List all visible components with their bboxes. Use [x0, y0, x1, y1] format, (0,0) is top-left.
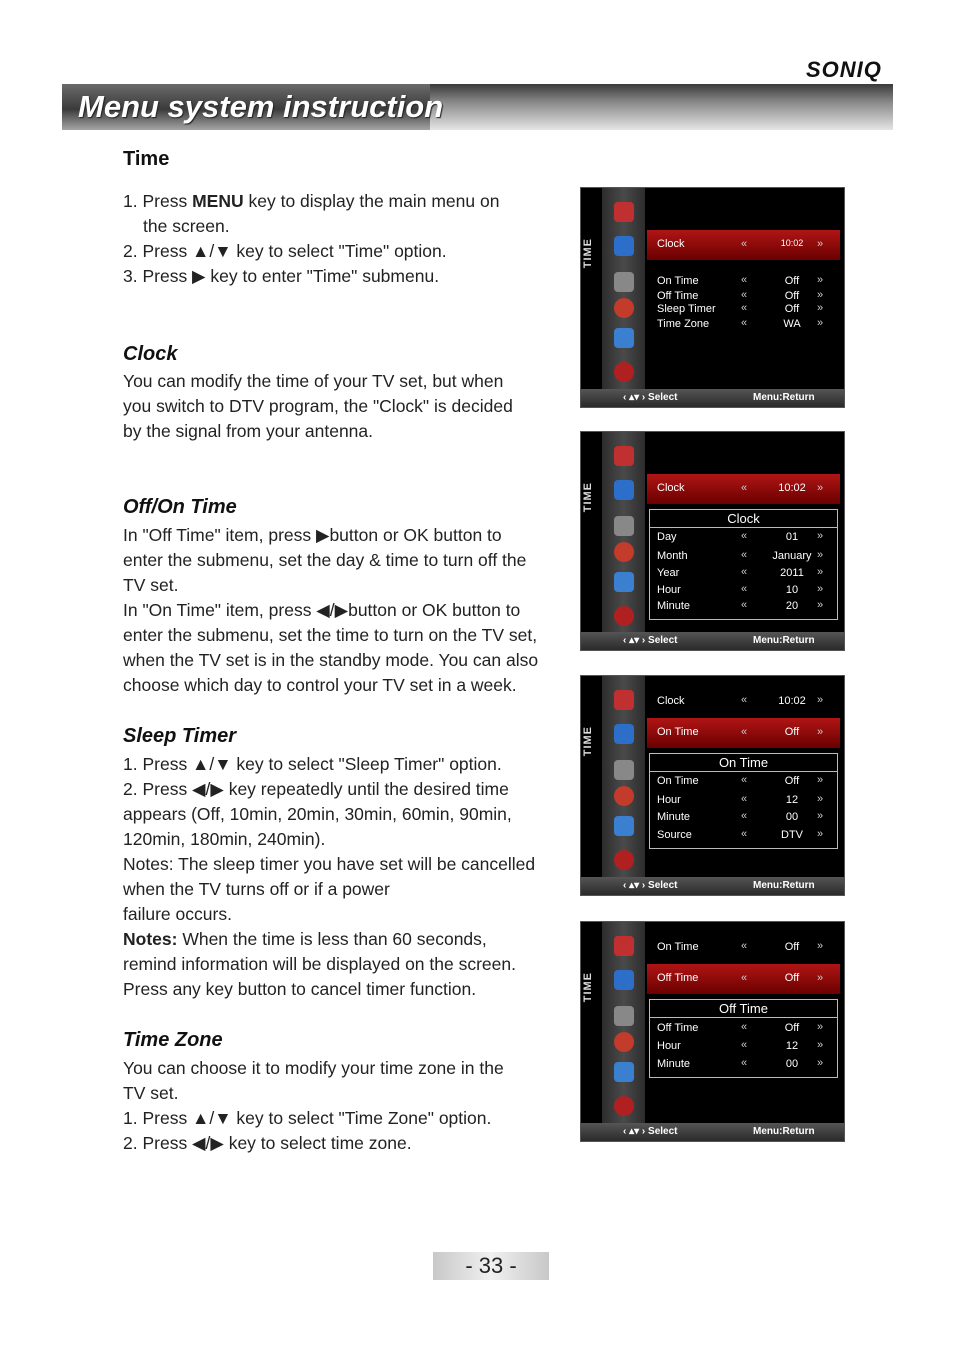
submenu-row[interactable]: Month « January »: [657, 549, 824, 562]
offon-section-body: [123, 523, 563, 698]
right-arrow-icon: »: [817, 726, 824, 738]
right-arrow-icon: »: [817, 289, 824, 301]
submenu-title: Clock: [650, 510, 837, 528]
left-arrow-icon: «: [741, 530, 748, 542]
sleep-line: 120min, 180min, 240min).: [123, 829, 326, 849]
sleep-line: remind information will be displayed on the screen.: [123, 954, 516, 974]
clock-icon: [614, 236, 634, 256]
time-line-3: 2. Press ▲/▼ key to select "Time" option.: [123, 241, 447, 261]
clock-line: by the signal from your antenna.: [123, 421, 374, 441]
left-arrow-icon: «: [741, 810, 748, 822]
submenu-row[interactable]: Day « 01 »: [657, 530, 824, 543]
screen-footer: [581, 389, 844, 407]
record-icon: [614, 850, 634, 870]
clock-icon: [614, 480, 634, 500]
page-number: - 33 -: [433, 1252, 549, 1280]
right-arrow-icon: »: [817, 566, 824, 578]
time-line-4: 3. Press ▶ key to enter "Time" submenu.: [123, 266, 440, 286]
left-arrow-icon: «: [741, 583, 748, 595]
off-time-row[interactable]: Off Time « Off »: [647, 964, 840, 994]
time-line-1: 1. Press MENU key to display the main menu on: [123, 191, 500, 211]
sleep-section-title: Sleep Timer: [123, 725, 237, 747]
left-arrow-icon: «: [741, 317, 748, 329]
right-arrow-icon: »: [817, 238, 824, 250]
time-side-label: TIME: [582, 238, 594, 269]
menu-row[interactable]: Off Time « Off »: [657, 289, 824, 302]
nav-arrows-icon: ‹ ▴▾ ›: [623, 635, 649, 646]
left-arrow-icon: «: [741, 482, 748, 494]
left-arrow-icon: «: [741, 1039, 748, 1051]
right-arrow-icon: »: [817, 1039, 824, 1051]
sleep-line: Notes: The sleep timer you have set will be cancelled: [123, 854, 536, 874]
picture-icon: [614, 202, 634, 222]
nav-arrows-icon: ‹ ▴▾ ›: [623, 392, 649, 403]
screen-footer: [581, 632, 844, 650]
menu-icon-column: [602, 922, 645, 1123]
time-section-title: Time: [123, 148, 170, 170]
offon-line: TV set.: [123, 575, 179, 595]
submenu-title: Off Time: [650, 1000, 837, 1018]
right-arrow-icon: »: [817, 793, 824, 805]
clock-row[interactable]: Clock « 10:02 »: [647, 474, 840, 504]
offon-line: In "On Time" item, press ◀/▶button or OK button to: [123, 600, 521, 620]
footer-return: Menu:Return: [753, 1126, 815, 1137]
right-arrow-icon: »: [817, 1021, 824, 1033]
submenu-row[interactable]: Minute « 20 »: [657, 599, 824, 612]
right-arrow-icon: »: [817, 828, 824, 840]
offon-line: choose which day to control your TV set in a week.: [123, 675, 517, 695]
left-arrow-icon: «: [741, 302, 748, 314]
record-icon: [614, 362, 634, 382]
offon-section-title: Off/On Time: [123, 496, 237, 518]
left-arrow-icon: «: [741, 828, 748, 840]
right-arrow-icon: »: [817, 302, 824, 314]
search-icon: [614, 542, 634, 562]
left-arrow-icon: «: [741, 289, 748, 301]
time-section-body: [123, 189, 563, 289]
zone-line: You can choose it to modify your time zone in the: [123, 1058, 504, 1078]
left-arrow-icon: «: [741, 694, 748, 706]
time-line-2: the screen.: [143, 216, 230, 236]
sleep-notes-line: Notes: When the time is less than 60 seconds,: [123, 929, 487, 949]
submenu-row[interactable]: On Time « Off »: [657, 774, 824, 787]
right-arrow-icon: »: [817, 599, 824, 611]
clock-icon: [614, 970, 634, 990]
left-arrow-icon: «: [741, 1021, 748, 1033]
sleep-line: when the TV turns off or if a power: [123, 879, 390, 899]
tv-menu-screen-4: [580, 921, 845, 1142]
submenu-row[interactable]: Year « 2011 »: [657, 566, 824, 579]
search-icon: [614, 786, 634, 806]
screen-icon: [614, 572, 634, 592]
search-icon: [614, 1032, 634, 1052]
zone-section-body: [123, 1056, 563, 1156]
tv-menu-screen-1: [580, 187, 845, 408]
clock-line: You can modify the time of your TV set, but when: [123, 371, 504, 391]
menu-row[interactable]: On Time « Off »: [657, 274, 824, 287]
zone-line: 1. Press ▲/▼ key to select "Time Zone" option.: [123, 1108, 492, 1128]
right-arrow-icon: »: [817, 774, 824, 786]
brand-logo: SONIQ: [806, 57, 882, 82]
right-arrow-icon: »: [817, 530, 824, 542]
menu-icon-column: [602, 188, 645, 389]
picture-icon: [614, 936, 634, 956]
clock-row[interactable]: Clock « 10:02 »: [657, 694, 824, 707]
footer-return: Menu:Return: [753, 635, 815, 646]
zone-section-title: Time Zone: [123, 1029, 223, 1051]
clock-row[interactable]: Clock « 10:02 »: [647, 230, 840, 260]
page-title: Menu system instruction: [78, 89, 444, 124]
time-side-label: TIME: [582, 482, 594, 513]
setup-icon: [614, 516, 634, 536]
clock-section-body: [123, 369, 563, 444]
menu-icon-column: [602, 676, 645, 877]
tv-menu-screen-2: [580, 431, 845, 651]
picture-icon: [614, 446, 634, 466]
footer-select: ‹ ▴▾ › Select: [623, 635, 678, 646]
footer-select: ‹ ▴▾ › Select: [623, 880, 678, 891]
right-arrow-icon: »: [817, 274, 824, 286]
screen-footer: [581, 1123, 844, 1141]
setup-icon: [614, 1006, 634, 1026]
zone-line: TV set.: [123, 1083, 179, 1103]
picture-icon: [614, 690, 634, 710]
submenu-row[interactable]: Off Time « Off »: [657, 1021, 824, 1034]
left-arrow-icon: «: [741, 566, 748, 578]
right-arrow-icon: »: [817, 317, 824, 329]
right-arrow-icon: »: [817, 972, 824, 984]
sleep-line: 2. Press ◀/▶ key repeatedly until the desired time: [123, 779, 509, 799]
zone-line: 2. Press ◀/▶ key to select time zone.: [123, 1133, 412, 1153]
time-side-label: TIME: [582, 972, 594, 1003]
nav-arrows-icon: ‹ ▴▾ ›: [623, 880, 649, 891]
nav-arrows-icon: ‹ ▴▾ ›: [623, 1126, 649, 1137]
right-arrow-icon: »: [817, 1057, 824, 1069]
time-side-label: TIME: [582, 726, 594, 757]
left-arrow-icon: «: [741, 774, 748, 786]
left-arrow-icon: «: [741, 1057, 748, 1069]
right-arrow-icon: »: [817, 549, 824, 561]
setup-icon: [614, 760, 634, 780]
clock-icon: [614, 724, 634, 744]
screen-icon: [614, 328, 634, 348]
left-arrow-icon: «: [741, 599, 748, 611]
sleep-line: 1. Press ▲/▼ key to select "Sleep Timer" option.: [123, 754, 502, 774]
setup-icon: [614, 272, 634, 292]
menu-row[interactable]: Sleep Timer « Off »: [657, 302, 824, 315]
left-arrow-icon: «: [741, 238, 748, 250]
sleep-line: Press any key button to cancel timer function.: [123, 979, 477, 999]
submenu-row[interactable]: Minute « 00 »: [657, 810, 824, 823]
screen-icon: [614, 816, 634, 836]
on-time-row[interactable]: On Time « Off »: [647, 718, 840, 748]
footer-select: ‹ ▴▾ › Select: [623, 392, 678, 403]
menu-row[interactable]: Time Zone « WA »: [657, 317, 824, 330]
submenu-row[interactable]: Minute « 00 »: [657, 1057, 824, 1070]
left-arrow-icon: «: [741, 940, 748, 952]
right-arrow-icon: »: [817, 940, 824, 952]
left-arrow-icon: «: [741, 274, 748, 286]
right-arrow-icon: »: [817, 694, 824, 706]
submenu-row[interactable]: Hour « 12 »: [657, 793, 824, 806]
offon-line: enter the submenu, set the day & time to turn off the: [123, 550, 527, 570]
tv-menu-screen-3: [580, 675, 845, 896]
footer-select: ‹ ▴▾ › Select: [623, 1126, 678, 1137]
record-icon: [614, 606, 634, 626]
offon-line: In "Off Time" item, press ▶button or OK button to: [123, 525, 502, 545]
footer-return: Menu:Return: [753, 880, 815, 891]
footer-return: Menu:Return: [753, 392, 815, 403]
right-arrow-icon: »: [817, 810, 824, 822]
screen-icon: [614, 1062, 634, 1082]
submenu-title: On Time: [650, 754, 837, 772]
submenu-row[interactable]: Hour « 10 »: [657, 583, 824, 596]
search-icon: [614, 298, 634, 318]
sleep-section-body: [123, 752, 563, 1002]
offon-line: enter the submenu, set the time to turn on the TV set,: [123, 625, 538, 645]
left-arrow-icon: «: [741, 726, 748, 738]
left-arrow-icon: «: [741, 793, 748, 805]
on-time-row[interactable]: On Time « Off »: [657, 940, 824, 953]
left-arrow-icon: «: [741, 972, 748, 984]
clock-section-title: Clock: [123, 343, 178, 365]
submenu-row[interactable]: Source « DTV »: [657, 828, 824, 841]
submenu-row[interactable]: Hour « 12 »: [657, 1039, 824, 1052]
sleep-line: failure occurs.: [123, 904, 232, 924]
left-arrow-icon: «: [741, 549, 748, 561]
screen-footer: [581, 877, 844, 895]
clock-line: you switch to DTV program, the "Clock" is decided: [123, 396, 513, 416]
offon-line: when the TV set is in the standby mode. You can also: [123, 650, 539, 670]
right-arrow-icon: »: [817, 482, 824, 494]
sleep-line: appears (Off, 10min, 20min, 30min, 60min, 90min,: [123, 804, 512, 824]
right-arrow-icon: »: [817, 583, 824, 595]
menu-icon-column: [602, 432, 645, 632]
record-icon: [614, 1096, 634, 1116]
